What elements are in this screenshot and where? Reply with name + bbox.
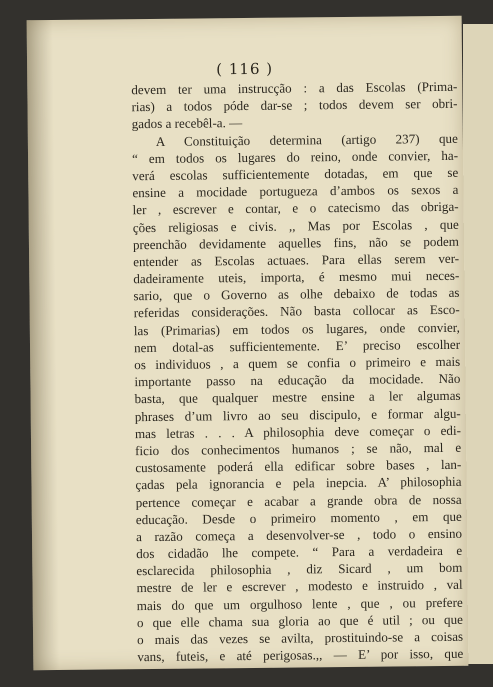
text-line: phrases d’um livro ao seu discipulo, e formar algu- [134,405,461,424]
text-line: gados a recebêl-a. — [131,115,243,132]
text-line: rias) a todos póde dar-se ; todos devem ser obri- [131,95,458,115]
text-line: mestre de ler e escrever , modesto e instruido , val [136,577,463,596]
text-line: entender as Escolas actuaes. Para ellas serem ver- [133,250,460,270]
text-line: ções religiosas e civis. ,, Mas por Escolas , que [132,216,459,235]
text-line: ficio dos conhecimentos humanos ; se não, mal e [135,439,462,459]
facing-page-edge [463,24,493,664]
page-number: ( 116 ) [216,59,274,79]
text-line: A Constituição determina (artigo 237) que [155,130,458,149]
text-line: nem dotal-as sufficientemente. E’ preciso escolher [133,336,461,356]
text-line: sario, que o Governo as olhe debaixo de todas as [133,285,460,304]
text-line: custosamente poderá ella edificar sobre bases , lan- [135,456,462,476]
text-line: las (Primarias) em todos os lugares, onde convier, [133,319,460,338]
text-line: esclarecida philosophia , diz Sicard , um bom [136,560,463,579]
text-line: “ em todos os lugares do reino, onde convier, ha- [131,147,459,166]
text-line: pertence começar e acabar a grande obra de nossa [135,491,462,510]
text-line: a razão começa a desenvolver-se , todo o ensino [135,525,463,545]
book-page [27,16,469,671]
text-line: dadeiramente uteis, importa, é mesmo mui neces- [133,267,460,287]
text-line: devem ter uma instrucção : a das Escolas (Prima- [131,78,458,98]
text-line: o que elle chama sua gloria ao que é util ; ou que [136,611,463,630]
text-line: importante passo na educação da mocidade. Não [134,370,461,390]
text-line: os individuos , a quem se confia o primeiro e mais [134,353,461,373]
text-line: mas letras . . . A philosophia deve começar o edi- [134,422,462,441]
text-line: educação. Desde o primeiro momento , em que [135,508,462,527]
text-line: referidas considerações. Não basta collocar as Esco- [133,302,460,321]
text-line: ensine a mocidade portugueza d’ambos os sexos a [132,181,459,201]
text-line: mais do que um orgulhoso lente , que , ou prefere [136,594,463,613]
text-line: ler , escrever e contar, e o catecismo das obriga- [132,199,459,218]
text-line: preenchão devidamente aquelles fins, não se podem [132,233,460,252]
text-line: çadas pela ignorancia e pela inepcia. A’ philosophia [135,474,462,493]
text-line: basta, que qualquer mestre ensine a ler algumas [134,388,461,407]
text-line: dos cidadão lhe compete. “ Para a verdadeira e [136,542,463,562]
body-text [131,78,463,666]
text-line: vans, futeis, e até perigosas.,, — E’ por isso, que [137,645,464,665]
text-line: o mais das vezes se avilta, prostituindo-se a coisas [137,628,464,648]
text-line: verá escolas sufficientemente dotadas, em que se [132,164,459,184]
